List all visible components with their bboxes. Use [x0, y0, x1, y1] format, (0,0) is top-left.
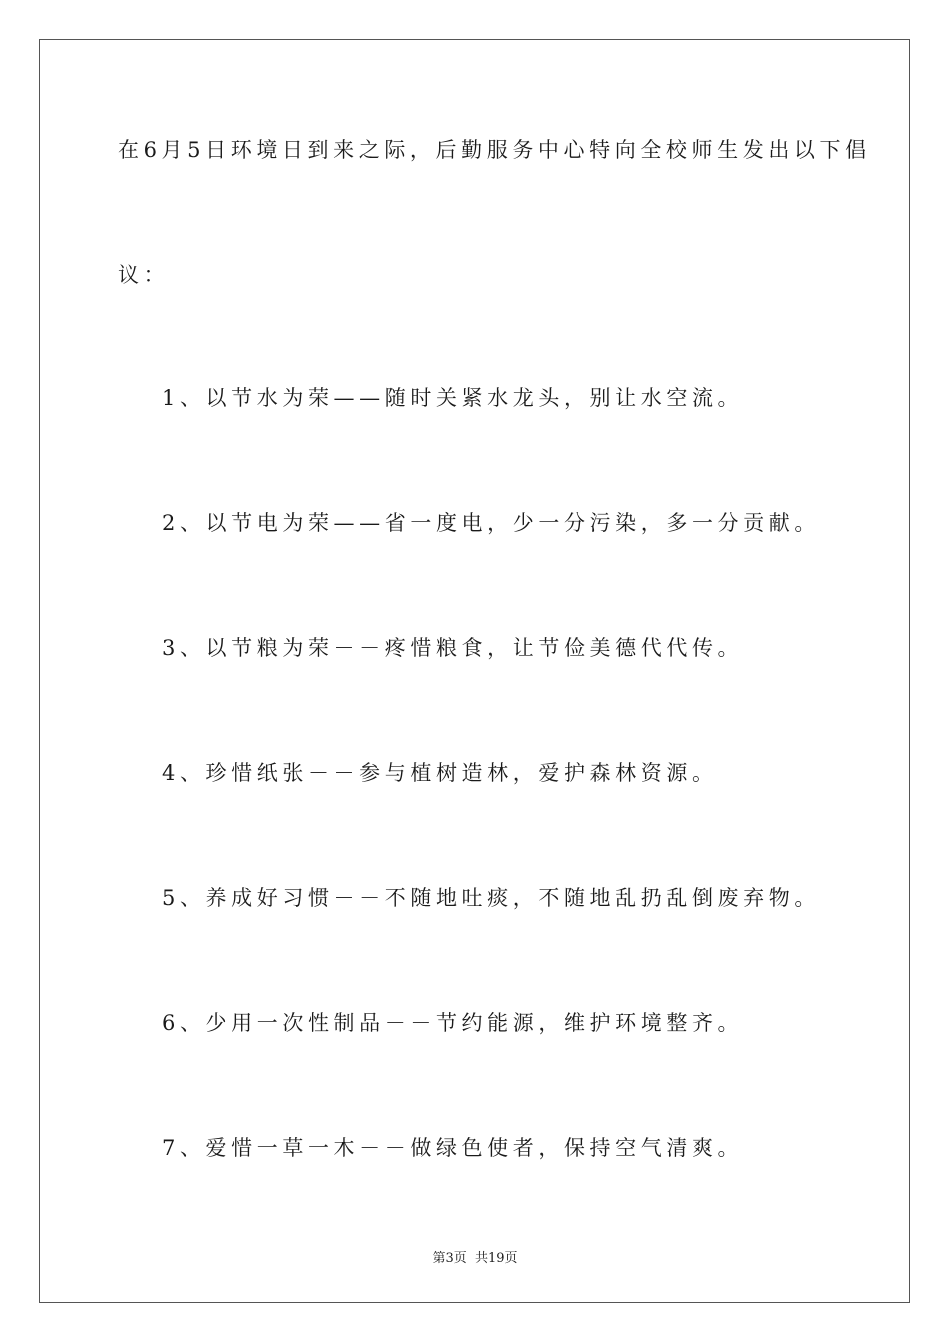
paragraph-intro: 在6月5日环境日到来之际，后勤服务中心特向全校师生发出以下倡: [118, 138, 871, 162]
list-item-2: 2、以节电为荣——省一度电，少一分污染，多一分贡献。: [162, 511, 820, 535]
page-border: [39, 39, 910, 1303]
page-number-footer: 第3页 共19页: [432, 1251, 518, 1266]
paragraph-intro-continued: 议：: [118, 263, 170, 287]
list-item-4: 4、珍惜纸张－－参与植树造林，爱护森林资源。: [162, 761, 718, 785]
list-item-7: 7、爱惜一草一木－－做绿色使者，保持空气清爽。: [162, 1136, 744, 1160]
list-item-3: 3、以节粮为荣－－疼惜粮食，让节俭美德代代传。: [162, 636, 744, 660]
list-item-5: 5、养成好习惯－－不随地吐痰，不随地乱扔乱倒废弃物。: [162, 886, 820, 910]
list-item-6: 6、少用一次性制品－－节约能源，维护环境整齐。: [162, 1011, 744, 1035]
list-item-1: 1、以节水为荣——随时关紧水龙头，别让水空流。: [162, 386, 744, 410]
